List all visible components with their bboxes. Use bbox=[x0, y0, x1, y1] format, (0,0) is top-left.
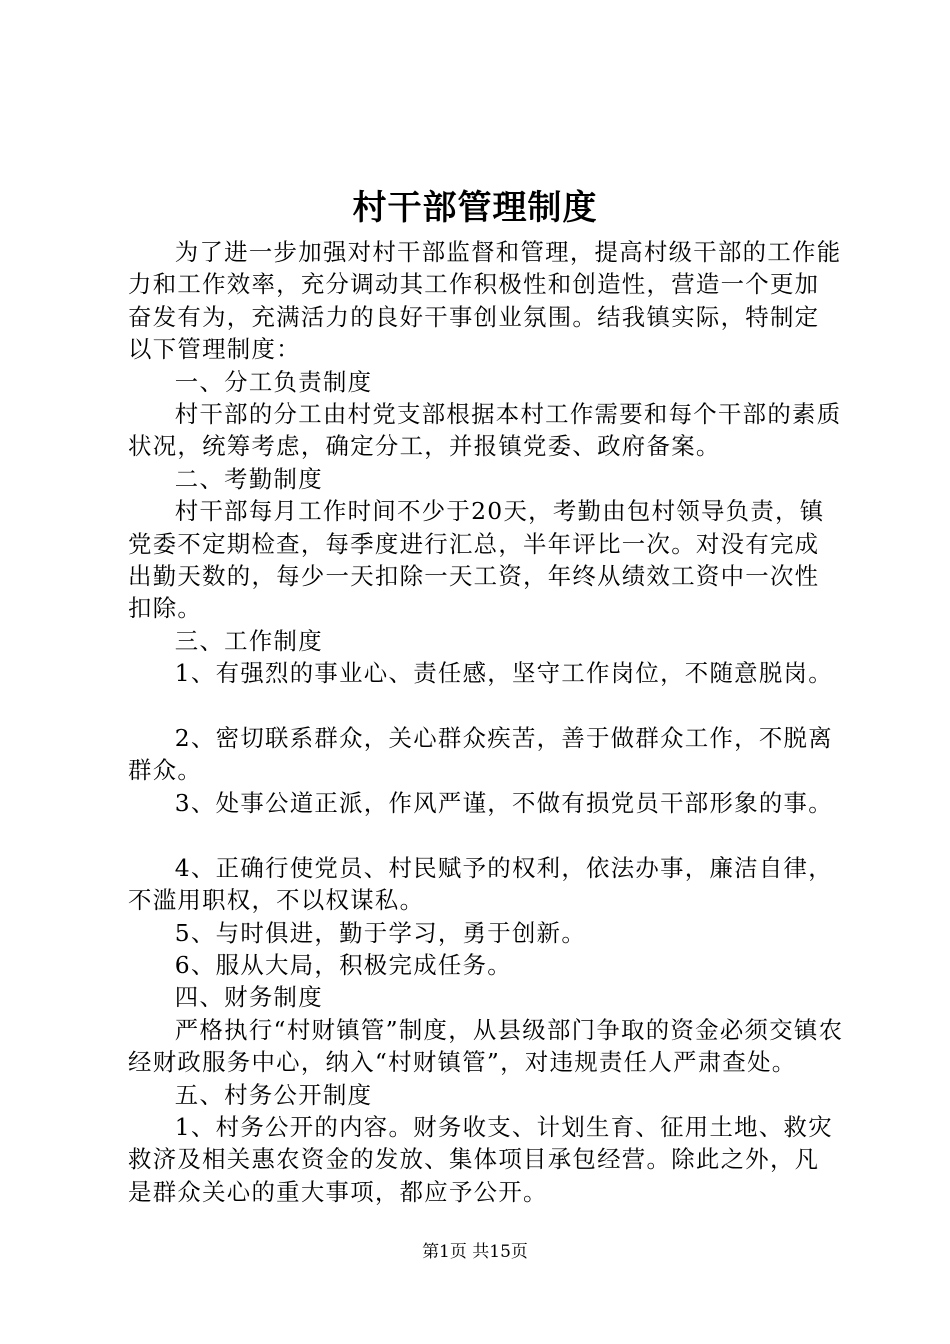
list-item: 2、密切联系群众，关心群众疾苦，善于做群众工作，不脱离群众。 bbox=[128, 724, 833, 785]
body-paragraph: 村干部的分工由村党支部根据本村工作需要和每个干部的素质状况，统筹考虑，确定分工，并报镇党委、政府备案。 bbox=[128, 400, 842, 461]
intro-paragraph: 为了进一步加强对村干部监督和管理，提高村级干部的工作能力和工作效率，充分调动其工作积极性和创造性，营造一个更加奋发有为，充满活力的良好干事创业氛围。结我镇实际，特制定以下管理制度： bbox=[128, 238, 842, 364]
list-item: 5、与时俱进，勤于学习，勇于创新。 bbox=[174, 918, 587, 947]
list-item: 6、服从大局，积极完成任务。 bbox=[174, 950, 512, 979]
list-item: 4、正确行使党员、村民赋予的权利，依法办事，廉洁自律，不滥用职权，不以权谋私。 bbox=[128, 853, 833, 915]
section-heading-5: 五、村务公开制度 bbox=[174, 1080, 373, 1109]
body-paragraph: 村干部每月工作时间不少于20天，考勤由包村领导负责，镇党委不定期检查，每季度进行汇总，半年评比一次。对没有完成出勤天数的，每少一天扣除一天工资，年终从绩效工资中一次性扣除。 bbox=[128, 497, 825, 623]
section-heading-4: 四、财务制度 bbox=[174, 983, 323, 1012]
page-footer: 第1页 共15页 bbox=[422, 1242, 528, 1262]
body-paragraph: 严格执行“村财镇管”制度，从县级部门争取的资金必须交镇农经财政服务中心，纳入“村财镇管”，对违规责任人严肃查处。 bbox=[128, 1015, 844, 1077]
section-heading-2: 二、考勤制度 bbox=[174, 464, 323, 493]
document-title: 村干部管理制度 bbox=[352, 188, 598, 228]
document-body bbox=[128, 236, 844, 1208]
section-heading-1: 一、分工负责制度 bbox=[174, 367, 373, 396]
list-item: 1、有强烈的事业心、责任感，坚守工作岗位，不随意脱岗。 bbox=[174, 659, 833, 688]
list-item: 1、村务公开的内容。财务收支、计划生育、征用土地、救灾救济及相关惠农资金的发放、集体项目承包经营。除此之外，凡是群众关心的重大事项，都应予公开。 bbox=[128, 1112, 833, 1206]
section-heading-3: 三、工作制度 bbox=[174, 626, 323, 655]
list-item: 3、处事公道正派，作风严谨，不做有损党员干部形象的事。 bbox=[174, 788, 833, 817]
